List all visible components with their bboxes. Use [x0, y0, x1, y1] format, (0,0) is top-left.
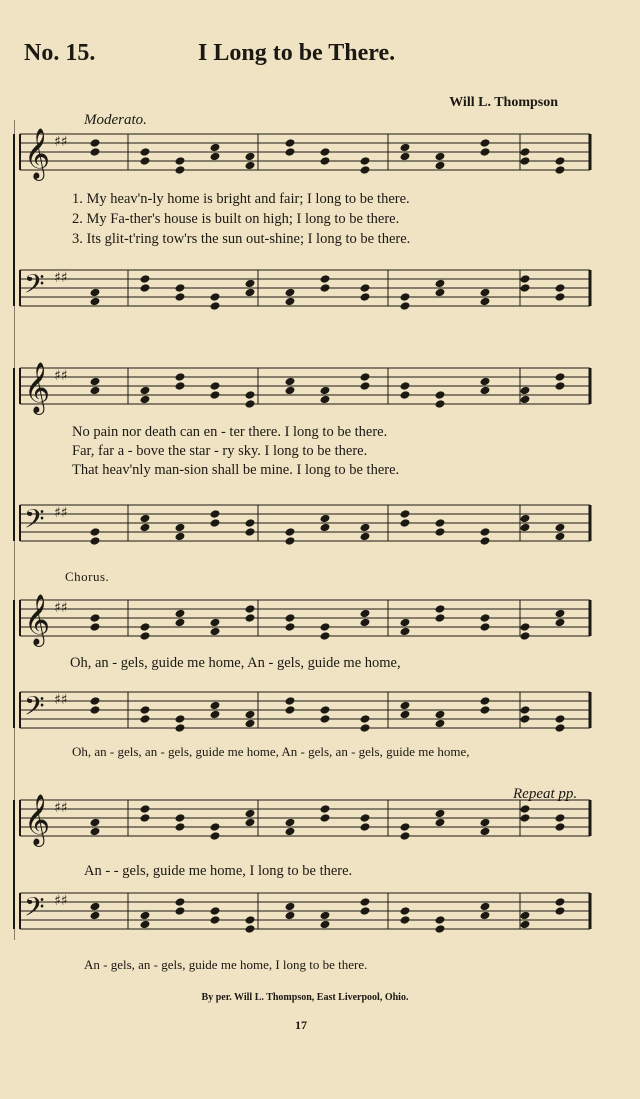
- note-head: [140, 622, 151, 632]
- note-head: [520, 911, 531, 921]
- note-head: [175, 897, 186, 907]
- sharp-icon: ♯♯: [54, 800, 68, 816]
- note-head: [480, 911, 491, 921]
- note-head: [435, 915, 446, 925]
- note-head: [480, 138, 491, 148]
- note-head: [140, 911, 151, 921]
- verse-1-line-2: No pain nor death can en - ter there. I long to be there.: [72, 424, 388, 440]
- note-head: [245, 161, 256, 171]
- note-head: [175, 906, 186, 916]
- note-head: [140, 395, 151, 405]
- note-head: [320, 395, 331, 405]
- note-head: [555, 283, 566, 293]
- note-head: [175, 165, 186, 175]
- note-head: [520, 631, 531, 641]
- note-head: [400, 822, 411, 832]
- note-head: [210, 627, 221, 637]
- note-head: [210, 518, 221, 528]
- note-head: [480, 818, 491, 828]
- note-head: [480, 902, 491, 912]
- repeat-marking: Repeat pp.: [513, 786, 578, 802]
- chorus-treble-lyrics-2: An - - gels, guide me home, I long to be there.: [84, 863, 353, 879]
- note-head: [435, 809, 446, 819]
- note-head: [480, 622, 491, 632]
- note-head: [320, 911, 331, 921]
- note-head: [90, 377, 101, 387]
- note-head: [175, 523, 186, 533]
- note-head: [435, 152, 446, 162]
- note-head: [90, 827, 101, 837]
- note-head: [210, 381, 221, 391]
- note-head: [175, 292, 186, 302]
- chorus-bass-lyrics-1: Oh, an - gels, an - gels, guide me home, An - gels, an - gels, guide me home,: [72, 744, 470, 759]
- note-head: [320, 920, 331, 930]
- note-head: [175, 609, 186, 619]
- note-head: [555, 372, 566, 382]
- note-head: [400, 701, 411, 711]
- note-head: [90, 613, 101, 623]
- note-head: [400, 390, 411, 400]
- note-head: [480, 696, 491, 706]
- note-head: [360, 523, 371, 533]
- note-head: [285, 138, 296, 148]
- bass-clef-icon: 𝄢: [24, 891, 45, 929]
- note-head: [435, 161, 446, 171]
- note-head: [555, 897, 566, 907]
- note-head: [400, 301, 411, 311]
- note-head: [435, 818, 446, 828]
- chorus-treble-lyrics-1: Oh, an - gels, guide me home, An - gels, guide me home,: [70, 655, 401, 671]
- note-head: [245, 152, 256, 162]
- note-head: [210, 152, 221, 162]
- note-head: [90, 527, 101, 537]
- note-head: [175, 283, 186, 293]
- note-head: [320, 714, 331, 724]
- hymn-title: I Long to be There.: [198, 40, 396, 66]
- page-number: 17: [295, 1018, 307, 1032]
- note-head: [435, 399, 446, 409]
- note-head: [245, 719, 256, 729]
- note-head: [360, 897, 371, 907]
- note-head: [245, 279, 256, 289]
- treble-clef-icon: 𝄞: [24, 362, 51, 413]
- note-head: [555, 292, 566, 302]
- note-head: [400, 906, 411, 916]
- note-head: [90, 622, 101, 632]
- note-head: [90, 297, 101, 307]
- bass-clef-icon: 𝄢: [24, 503, 45, 541]
- note-head: [90, 138, 101, 148]
- note-head: [245, 809, 256, 819]
- note-head: [210, 906, 221, 916]
- note-head: [520, 386, 531, 396]
- note-head: [520, 514, 531, 524]
- note-head: [360, 381, 371, 391]
- note-head: [140, 274, 151, 284]
- note-head: [555, 714, 566, 724]
- note-head: [210, 915, 221, 925]
- note-head: [320, 705, 331, 715]
- note-head: [480, 288, 491, 298]
- note-head: [140, 523, 151, 533]
- sharp-icon: ♯♯: [54, 270, 68, 286]
- note-head: [320, 514, 331, 524]
- note-head: [320, 274, 331, 284]
- note-head: [360, 822, 371, 832]
- note-head: [175, 381, 186, 391]
- note-head: [480, 386, 491, 396]
- note-head: [555, 165, 566, 175]
- note-head: [140, 813, 151, 823]
- note-head: [90, 902, 101, 912]
- note-head: [555, 906, 566, 916]
- note-head: [140, 514, 151, 524]
- note-head: [245, 399, 256, 409]
- note-head: [435, 390, 446, 400]
- note-head: [400, 618, 411, 628]
- note-head: [285, 818, 296, 828]
- note-head: [400, 292, 411, 302]
- note-head: [320, 631, 331, 641]
- note-head: [520, 147, 531, 157]
- note-head: [175, 618, 186, 628]
- verse-3-line-2: That heav'nly man-sion shall be mine. I long to be there.: [72, 462, 400, 478]
- note-head: [175, 813, 186, 823]
- note-head: [555, 156, 566, 166]
- tempo-marking: Moderato.: [84, 112, 147, 128]
- note-head: [520, 804, 531, 814]
- note-head: [520, 274, 531, 284]
- bass-clef-icon: 𝄢: [24, 690, 45, 728]
- note-head: [175, 723, 186, 733]
- note-head: [140, 714, 151, 724]
- note-head: [360, 813, 371, 823]
- note-head: [435, 604, 446, 614]
- note-head: [520, 395, 531, 405]
- note-head: [245, 604, 256, 614]
- footer-credit: By per. Will L. Thompson, East Liverpool, Ohio.: [201, 992, 409, 1003]
- note-head: [320, 156, 331, 166]
- note-head: [320, 804, 331, 814]
- note-head: [285, 613, 296, 623]
- note-head: [140, 631, 151, 641]
- note-head: [360, 165, 371, 175]
- note-head: [520, 622, 531, 632]
- note-head: [285, 527, 296, 537]
- treble-clef-icon: 𝄞: [24, 794, 51, 845]
- note-head: [480, 147, 491, 157]
- note-head: [555, 723, 566, 733]
- treble-clef-icon: 𝄞: [24, 128, 51, 179]
- note-head: [400, 143, 411, 153]
- note-head: [285, 147, 296, 157]
- note-head: [140, 283, 151, 293]
- note-head: [520, 156, 531, 166]
- note-head: [285, 377, 296, 387]
- note-head: [90, 911, 101, 921]
- note-head: [245, 915, 256, 925]
- note-head: [90, 818, 101, 828]
- note-head: [435, 613, 446, 623]
- note-head: [555, 532, 566, 542]
- sharp-icon: ♯♯: [54, 505, 68, 521]
- note-head: [520, 920, 531, 930]
- note-head: [90, 536, 101, 546]
- bass-clef-icon: 𝄢: [24, 268, 45, 306]
- note-head: [285, 386, 296, 396]
- sharp-icon: ♯♯: [54, 134, 68, 150]
- note-head: [90, 147, 101, 157]
- note-head: [360, 609, 371, 619]
- note-head: [245, 527, 256, 537]
- note-head: [480, 297, 491, 307]
- note-head: [285, 536, 296, 546]
- note-head: [520, 813, 531, 823]
- verse-1-line-1: 1. My heav'n-ly home is bright and fair; I long to be there.: [72, 191, 410, 207]
- note-head: [140, 386, 151, 396]
- note-head: [210, 509, 221, 519]
- note-head: [140, 804, 151, 814]
- note-head: [210, 701, 221, 711]
- note-head: [400, 152, 411, 162]
- note-head: [435, 288, 446, 298]
- note-head: [520, 523, 531, 533]
- note-head: [400, 831, 411, 841]
- note-head: [210, 390, 221, 400]
- verse-2-line-2: Far, far a - bove the star - ry sky. I long to be there.: [72, 443, 368, 459]
- note-head: [210, 301, 221, 311]
- verse-3-line-1: 3. Its glit-t'ring tow'rs the sun out-shine; I long to be there.: [72, 231, 411, 247]
- hymn-number: No. 15.: [24, 40, 96, 66]
- note-head: [555, 813, 566, 823]
- note-head: [360, 283, 371, 293]
- note-head: [400, 627, 411, 637]
- note-head: [400, 710, 411, 720]
- note-head: [285, 827, 296, 837]
- note-head: [320, 622, 331, 632]
- note-head: [140, 920, 151, 930]
- note-head: [520, 283, 531, 293]
- note-head: [285, 911, 296, 921]
- note-head: [480, 536, 491, 546]
- note-head: [285, 696, 296, 706]
- note-head: [285, 297, 296, 307]
- sharp-icon: ♯♯: [54, 893, 68, 909]
- note-head: [140, 147, 151, 157]
- note-head: [435, 710, 446, 720]
- sharp-icon: ♯♯: [54, 600, 68, 616]
- treble-clef-icon: 𝄞: [24, 594, 51, 645]
- note-head: [480, 827, 491, 837]
- note-head: [175, 532, 186, 542]
- note-head: [320, 523, 331, 533]
- note-head: [555, 381, 566, 391]
- composer-credit: Will L. Thompson: [449, 95, 558, 110]
- note-head: [320, 283, 331, 293]
- note-head: [210, 618, 221, 628]
- note-head: [480, 705, 491, 715]
- note-head: [400, 381, 411, 391]
- note-head: [245, 710, 256, 720]
- note-head: [90, 705, 101, 715]
- note-head: [360, 906, 371, 916]
- note-head: [435, 924, 446, 934]
- note-head: [435, 518, 446, 528]
- note-head: [210, 143, 221, 153]
- note-head: [285, 288, 296, 298]
- note-head: [360, 618, 371, 628]
- chorus-bass-lyrics-2: An - gels, an - gels, guide me home, I long to be there.: [84, 957, 368, 972]
- note-head: [360, 156, 371, 166]
- note-head: [555, 822, 566, 832]
- note-head: [175, 156, 186, 166]
- note-head: [245, 288, 256, 298]
- note-head: [555, 523, 566, 533]
- note-head: [210, 822, 221, 832]
- note-head: [320, 386, 331, 396]
- note-head: [175, 372, 186, 382]
- note-head: [285, 622, 296, 632]
- note-head: [175, 822, 186, 832]
- note-head: [400, 915, 411, 925]
- note-head: [480, 527, 491, 537]
- note-head: [285, 902, 296, 912]
- note-head: [210, 831, 221, 841]
- note-head: [245, 613, 256, 623]
- note-head: [435, 527, 446, 537]
- note-head: [400, 509, 411, 519]
- note-head: [480, 613, 491, 623]
- sharp-icon: ♯♯: [54, 692, 68, 708]
- note-head: [320, 813, 331, 823]
- note-head: [285, 705, 296, 715]
- note-head: [360, 714, 371, 724]
- note-head: [480, 377, 491, 387]
- note-head: [435, 719, 446, 729]
- note-head: [245, 390, 256, 400]
- note-head: [320, 147, 331, 157]
- note-head: [175, 714, 186, 724]
- sharp-icon: ♯♯: [54, 368, 68, 384]
- note-head: [210, 292, 221, 302]
- note-head: [245, 818, 256, 828]
- note-head: [210, 710, 221, 720]
- note-head: [140, 156, 151, 166]
- note-head: [520, 714, 531, 724]
- note-head: [520, 705, 531, 715]
- note-head: [90, 386, 101, 396]
- verse-2-line-1: 2. My Fa-ther's house is built on high; I long to be there.: [72, 211, 400, 227]
- note-head: [245, 924, 256, 934]
- chorus-label: Chorus.: [65, 569, 110, 584]
- note-head: [360, 532, 371, 542]
- note-head: [360, 723, 371, 733]
- note-head: [360, 292, 371, 302]
- note-head: [360, 372, 371, 382]
- note-head: [435, 279, 446, 289]
- note-head: [245, 518, 256, 528]
- note-head: [400, 518, 411, 528]
- note-head: [555, 618, 566, 628]
- note-head: [555, 609, 566, 619]
- note-head: [90, 696, 101, 706]
- note-head: [140, 705, 151, 715]
- note-head: [90, 288, 101, 298]
